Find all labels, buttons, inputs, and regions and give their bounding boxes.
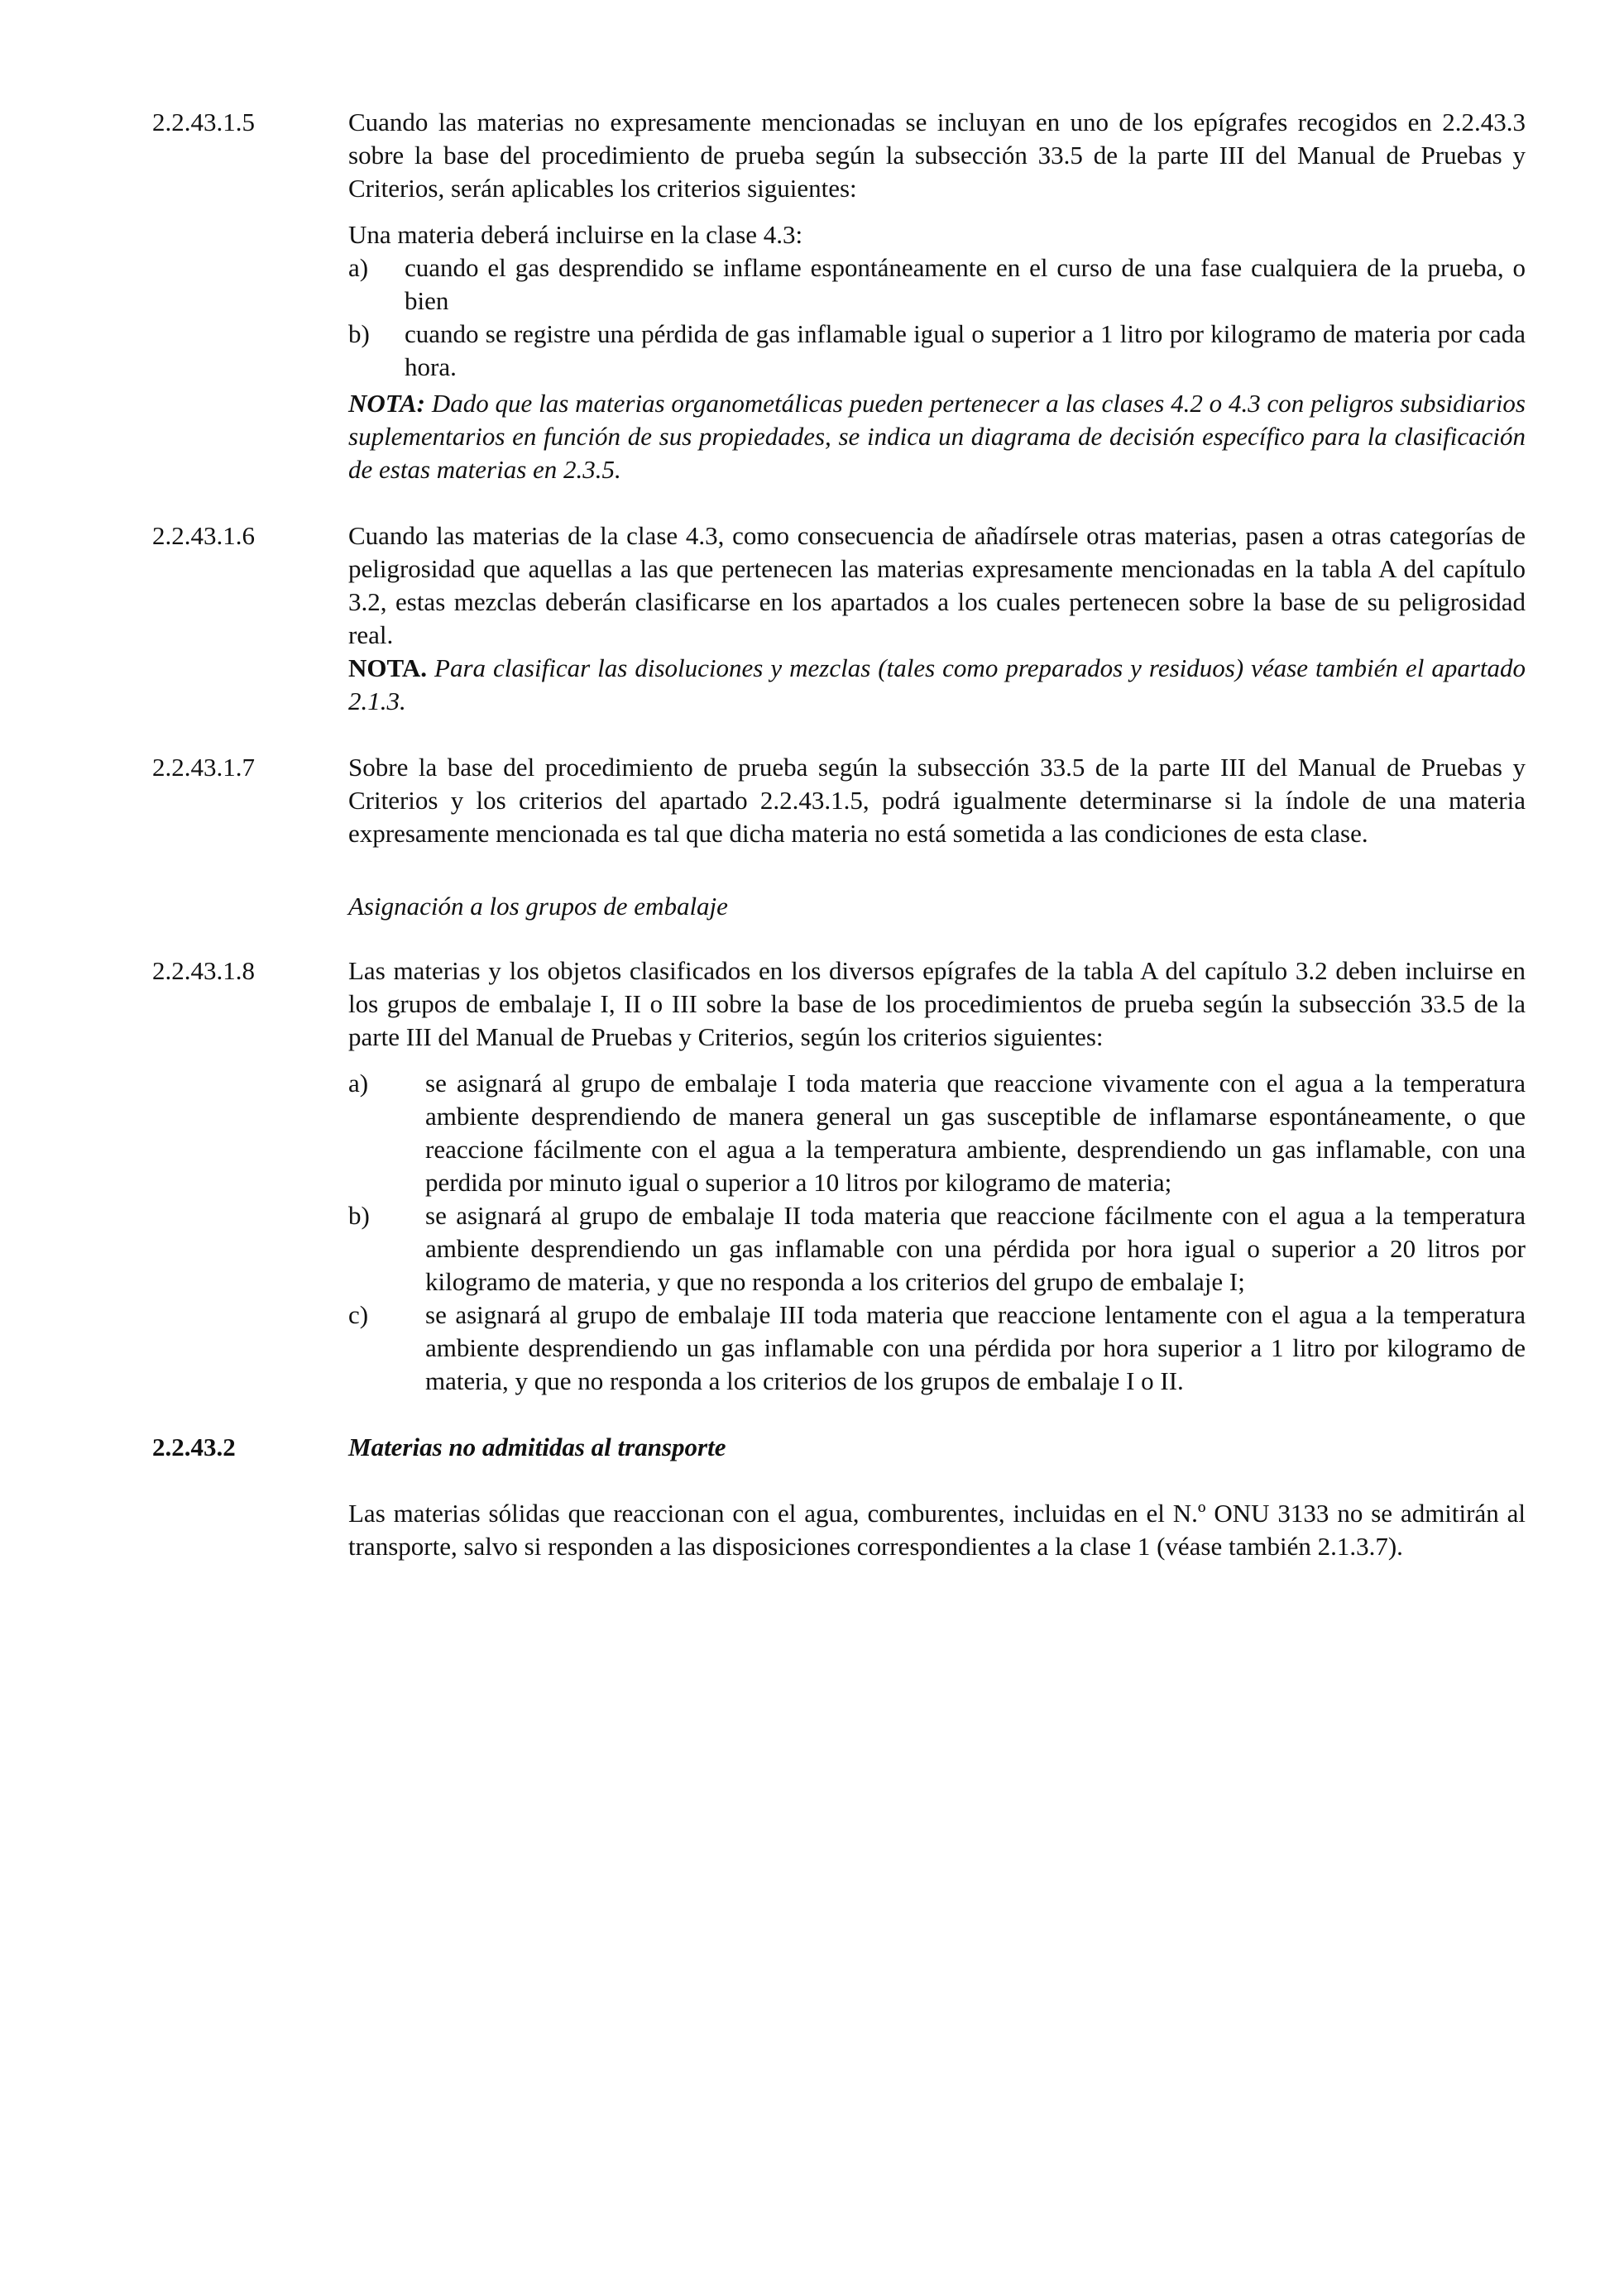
note xyxy=(348,652,1526,718)
list-item-label: a) xyxy=(348,1069,369,1098)
list-item xyxy=(348,1199,1526,1299)
section-intro: Cuando las materias no expresamente mencionadas se incluyan en uno de los epígrafes recogidos en 2.2.43.3 sobre la base del procedimiento de prueba según la subsección 33.5 de la parte III del Manual de Pruebas y Criterios, serán aplicables los criterios siguientes: xyxy=(348,108,1526,203)
section-number: 2.2.43.1.5 xyxy=(152,108,255,136)
section-body xyxy=(348,751,1526,850)
packing-group-list xyxy=(348,1067,1526,1398)
list-item-text: cuando el gas desprendido se inflame espontáneamente en el curso de una fase cualquiera de la prueba, o bien xyxy=(405,253,1526,315)
section-text: Cuando las materias de la clase 4.3, como consecuencia de añadírsele otras materias, pasen a otras categorías de peligrosidad que aquellas a las que pertenecen las materias expresamente mencionadas en la tabla A del capítulo 3.2, estas mezclas deberán clasificarse en los apartados a los cuales pertenecen sobre la base de su peligrosidad real. xyxy=(348,521,1526,649)
note-text: Dado que las materias organometálicas pueden pertenecer a las clases 4.2 o 4.3 con peligros subsidiarios suplementarios en función de sus propiedades, se indica un diagrama de decisión específico para la clasificación de estas materias en 2.3.5. xyxy=(348,389,1526,484)
list-item xyxy=(348,251,1526,318)
section-number: 2.2.43.1.7 xyxy=(152,753,255,782)
section-2-2-43-1-8 xyxy=(152,954,1526,1398)
section-number: 2.2.43.1.8 xyxy=(152,956,255,985)
section-body xyxy=(348,954,1526,1398)
list-item-label: a) xyxy=(348,253,369,282)
section-2-2-43-2 xyxy=(152,1431,1526,1464)
note-label: NOTA: xyxy=(348,389,425,418)
list-item-label: c) xyxy=(348,1300,369,1329)
list-item-text: se asignará al grupo de embalaje I toda materia que reaccione vivamente con el agua a la temperatura ambiente desprendiendo de manera general un gas susceptible de inflamarse espontáneamente, o que reaccione fácilmente con el agua a la temperatura ambiente, desprendiendo un gas inflamable, con una perdida por minuto igual o superior a 10 litros por kilogramo de materia; xyxy=(425,1069,1526,1197)
section-text: Las materias sólidas que reaccionan con el agua, comburentes, incluidas en el N.º ONU 3133 no se admitirán al transporte, salvo si responden a las disposiciones correspondientes a la clase 1 (véase también 2.1.3.7). xyxy=(348,1499,1526,1561)
section-2-2-43-2-body xyxy=(152,1497,1526,1563)
list-item xyxy=(348,1299,1526,1398)
list-item-text: se asignará al grupo de embalaje III toda materia que reaccione lentamente con el agua a la temperatura ambiente desprendiendo un gas inflamable con una pérdida por hora superior a 1 litro por kilogramo de materia, y que no responda a los criterios de los grupos de embalaje I o II. xyxy=(425,1300,1526,1395)
document-page xyxy=(152,106,1526,1563)
section-2-2-43-1-5 xyxy=(152,106,1526,486)
section-intro: Las materias y los objetos clasificados en los diversos epígrafes de la tabla A del capítulo 3.2 deben incluirse en los grupos de embalaje I, II o III sobre la base de los procedimientos de prueba según la subsección 33.5 de la parte III del Manual de Pruebas y Criterios, según los criterios siguientes: xyxy=(348,956,1526,1051)
section-body xyxy=(348,519,1526,718)
note-label: NOTA. xyxy=(348,653,428,682)
section-lead: Una materia deberá incluirse en la clase 4.3: xyxy=(348,220,803,249)
list-item-text: se asignará al grupo de embalaje II toda materia que reaccione fácilmente con el agua a la temperatura ambiente desprendiendo un gas inflamable con una pérdida por hora igual o superior a 20 litros por kilogramo de materia, y que no responda a los criterios del grupo de embalaje I; xyxy=(425,1201,1526,1296)
section-body xyxy=(348,106,1526,486)
section-title: Materias no admitidas al transporte xyxy=(348,1433,726,1461)
list-item xyxy=(348,1067,1526,1199)
list-item-label: b) xyxy=(348,1201,370,1230)
list-item-text: cuando se registre una pérdida de gas inflamable igual o superior a 1 litro por kilogramo de materia por cada hora. xyxy=(405,319,1526,381)
section-2-2-43-1-6 xyxy=(152,519,1526,718)
list-item xyxy=(348,318,1526,384)
section-number: 2.2.43.1.6 xyxy=(152,521,255,550)
section-number: 2.2.43.2 xyxy=(152,1433,236,1461)
subheading: Asignación a los grupos de embalaje xyxy=(348,892,728,921)
section-text: Sobre la base del procedimiento de prueba según la subsección 33.5 de la parte III del Manual de Pruebas y Criterios y los criterios del apartado 2.2.43.1.5, podrá igualmente determinarse si la índole de una materia expresamente mencionada es tal que dicha materia no está sometida a las condiciones de esta clase. xyxy=(348,753,1526,848)
subheading-row xyxy=(152,890,1526,923)
section-2-2-43-1-7 xyxy=(152,751,1526,850)
list-item-label: b) xyxy=(348,319,370,348)
note-text: Para clasificar las disoluciones y mezclas (tales como preparados y residuos) véase también el apartado 2.1.3. xyxy=(348,653,1526,715)
note xyxy=(348,387,1526,486)
criteria-list xyxy=(348,251,1526,384)
